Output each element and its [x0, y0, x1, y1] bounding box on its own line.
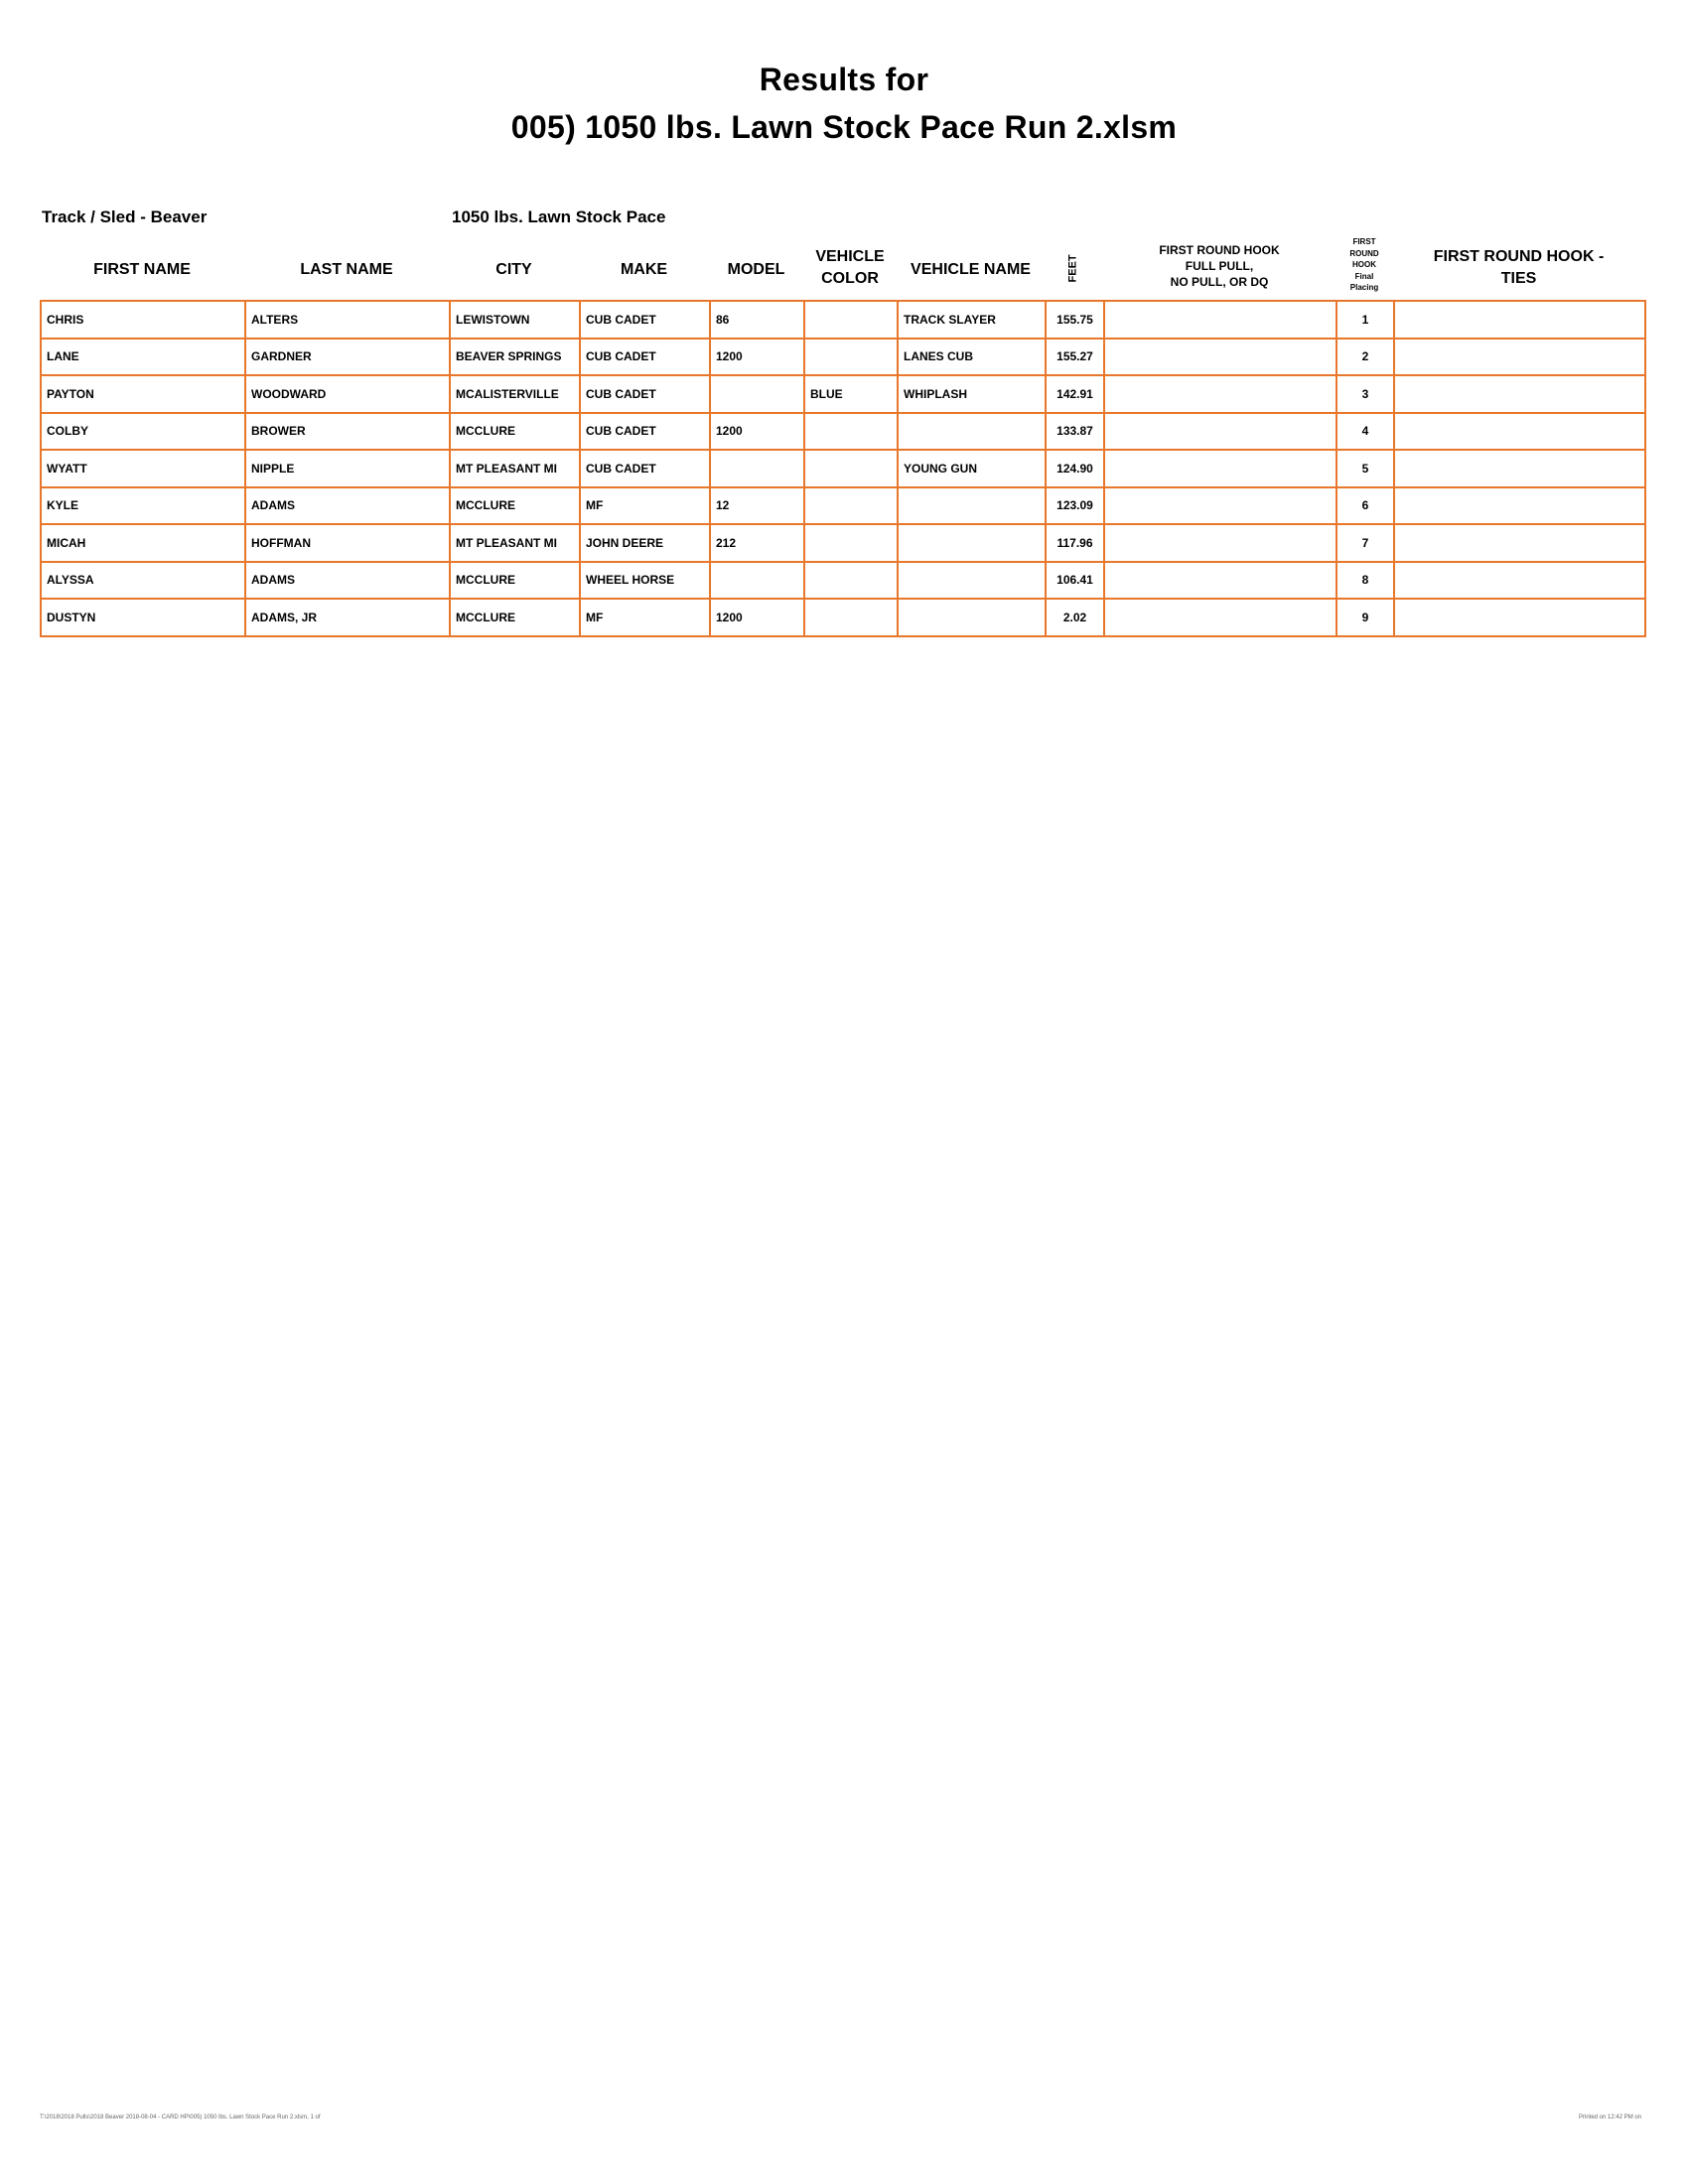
cell-last-name: HOFFMAN: [245, 524, 450, 562]
table-row: [41, 339, 1645, 376]
cell-model: 86: [710, 301, 804, 339]
cell-model: [710, 450, 804, 487]
cell-city: LEWISTOWN: [450, 301, 580, 339]
cell-final-placing: 8: [1336, 562, 1394, 600]
table-row: [41, 487, 1645, 525]
cell-model: 212: [710, 524, 804, 562]
cell-vehicle-color: [804, 413, 898, 451]
header-ties: FIRST ROUND HOOK - TIES: [1433, 248, 1605, 287]
cell-vehicle-name: [898, 413, 1046, 451]
cell-vehicle-name: [898, 487, 1046, 525]
cell-ties: [1394, 450, 1645, 487]
cell-model: [710, 562, 804, 600]
cell-first-name: ALYSSA: [41, 562, 245, 600]
header-vehicle-name: VEHICLE NAME: [911, 261, 1031, 278]
cell-first-round-hook: [1104, 487, 1336, 525]
page-title-line1: Results for: [759, 62, 929, 97]
cell-make: CUB CADET: [580, 413, 710, 451]
cell-ties: [1394, 339, 1645, 376]
cell-first-round-hook: [1104, 599, 1336, 636]
table-row: [41, 375, 1645, 413]
cell-first-round-hook: [1104, 301, 1336, 339]
cell-feet: 123.09: [1046, 487, 1104, 525]
cell-make: CUB CADET: [580, 301, 710, 339]
cell-first-name: PAYTON: [41, 375, 245, 413]
header-first-round-hook: FIRST ROUND HOOK FULL PULL, NO PULL, OR DQ: [1159, 243, 1280, 290]
cell-model: 1200: [710, 413, 804, 451]
track-label: Track / Sled - Beaver: [42, 207, 208, 226]
cell-make: MF: [580, 487, 710, 525]
cell-feet: 155.27: [1046, 339, 1104, 376]
header-last-name: LAST NAME: [300, 261, 393, 278]
cell-vehicle-name: [898, 599, 1046, 636]
cell-ties: [1394, 599, 1645, 636]
cell-final-placing: 2: [1336, 339, 1394, 376]
cell-final-placing: 9: [1336, 599, 1394, 636]
cell-feet: 2.02: [1046, 599, 1104, 636]
cell-final-placing: 4: [1336, 413, 1394, 451]
cell-vehicle-name: [898, 562, 1046, 600]
cell-last-name: NIPPLE: [245, 450, 450, 487]
cell-make: CUB CADET: [580, 339, 710, 376]
cell-vehicle-color: [804, 562, 898, 600]
results-table: [40, 300, 1646, 637]
cell-make: MF: [580, 599, 710, 636]
table-row: [41, 524, 1645, 562]
cell-first-name: DUSTYN: [41, 599, 245, 636]
cell-last-name: ADAMS: [245, 487, 450, 525]
cell-first-round-hook: [1104, 339, 1336, 376]
cell-model: 1200: [710, 599, 804, 636]
cell-city: MCCLURE: [450, 487, 580, 525]
footer-file-path: T:\2018\2018 Pulls\2018 Beaver 2018-08-04 - CARD HP\005) 1050 lbs. Lawn Stock Pace Run 2.xlsm, 1 of: [40, 2115, 321, 2120]
cell-ties: [1394, 524, 1645, 562]
cell-city: BEAVER SPRINGS: [450, 339, 580, 376]
cell-make: JOHN DEERE: [580, 524, 710, 562]
table-row: [41, 599, 1645, 636]
cell-model: 1200: [710, 339, 804, 376]
cell-vehicle-color: [804, 599, 898, 636]
cell-feet: 133.87: [1046, 413, 1104, 451]
cell-ties: [1394, 487, 1645, 525]
cell-vehicle-color: [804, 450, 898, 487]
cell-vehicle-color: [804, 301, 898, 339]
cell-first-round-hook: [1104, 413, 1336, 451]
cell-city: MCCLURE: [450, 413, 580, 451]
cell-city: MCCLURE: [450, 599, 580, 636]
cell-first-name: CHRIS: [41, 301, 245, 339]
header-make: MAKE: [620, 261, 668, 278]
table-row: [41, 562, 1645, 600]
cell-vehicle-name: TRACK SLAYER: [898, 301, 1046, 339]
cell-first-name: WYATT: [41, 450, 245, 487]
cell-ties: [1394, 413, 1645, 451]
table-row: [41, 413, 1645, 451]
cell-first-name: KYLE: [41, 487, 245, 525]
cell-vehicle-name: [898, 524, 1046, 562]
cell-city: MT PLEASANT MI: [450, 450, 580, 487]
cell-ties: [1394, 375, 1645, 413]
cell-final-placing: 1: [1336, 301, 1394, 339]
cell-feet: 124.90: [1046, 450, 1104, 487]
cell-ties: [1394, 301, 1645, 339]
cell-first-round-hook: [1104, 562, 1336, 600]
cell-vehicle-color: [804, 524, 898, 562]
cell-last-name: BROWER: [245, 413, 450, 451]
cell-first-round-hook: [1104, 375, 1336, 413]
cell-final-placing: 3: [1336, 375, 1394, 413]
header-feet: FEET: [1066, 254, 1079, 283]
footer-printed-on: Printed on 12:42 PM on: [1579, 2115, 1642, 2120]
header-model: MODEL: [727, 261, 785, 278]
cell-last-name: WOODWARD: [245, 375, 450, 413]
cell-make: CUB CADET: [580, 375, 710, 413]
cell-vehicle-color: [804, 487, 898, 525]
cell-model: 12: [710, 487, 804, 525]
cell-feet: 142.91: [1046, 375, 1104, 413]
cell-final-placing: 7: [1336, 524, 1394, 562]
cell-final-placing: 5: [1336, 450, 1394, 487]
table-row: [41, 450, 1645, 487]
cell-first-name: MICAH: [41, 524, 245, 562]
cell-final-placing: 6: [1336, 487, 1394, 525]
class-label: 1050 lbs. Lawn Stock Pace: [452, 207, 666, 226]
cell-vehicle-name: YOUNG GUN: [898, 450, 1046, 487]
cell-last-name: ADAMS: [245, 562, 450, 600]
cell-ties: [1394, 562, 1645, 600]
header-first-name: FIRST NAME: [93, 261, 191, 278]
cell-first-name: COLBY: [41, 413, 245, 451]
cell-feet: 106.41: [1046, 562, 1104, 600]
cell-vehicle-color: [804, 339, 898, 376]
cell-vehicle-name: WHIPLASH: [898, 375, 1046, 413]
header-final-placing: FIRST ROUND HOOK Final Placing: [1349, 237, 1379, 293]
header-city: CITY: [495, 261, 532, 278]
page-title-line2: 005) 1050 lbs. Lawn Stock Pace Run 2.xlsm: [510, 109, 1178, 145]
cell-first-round-hook: [1104, 450, 1336, 487]
header-vehicle-color: VEHICLE COLOR: [815, 248, 885, 287]
cell-vehicle-name: LANES CUB: [898, 339, 1046, 376]
cell-feet: 155.75: [1046, 301, 1104, 339]
cell-feet: 117.96: [1046, 524, 1104, 562]
cell-city: MCCLURE: [450, 562, 580, 600]
cell-make: CUB CADET: [580, 450, 710, 487]
cell-first-name: LANE: [41, 339, 245, 376]
table-row: [41, 301, 1645, 339]
cell-last-name: ALTERS: [245, 301, 450, 339]
cell-city: MCALISTERVILLE: [450, 375, 580, 413]
cell-first-round-hook: [1104, 524, 1336, 562]
cell-model: [710, 375, 804, 413]
cell-vehicle-color: BLUE: [804, 375, 898, 413]
cell-last-name: GARDNER: [245, 339, 450, 376]
cell-last-name: ADAMS, JR: [245, 599, 450, 636]
cell-make: WHEEL HORSE: [580, 562, 710, 600]
cell-city: MT PLEASANT MI: [450, 524, 580, 562]
